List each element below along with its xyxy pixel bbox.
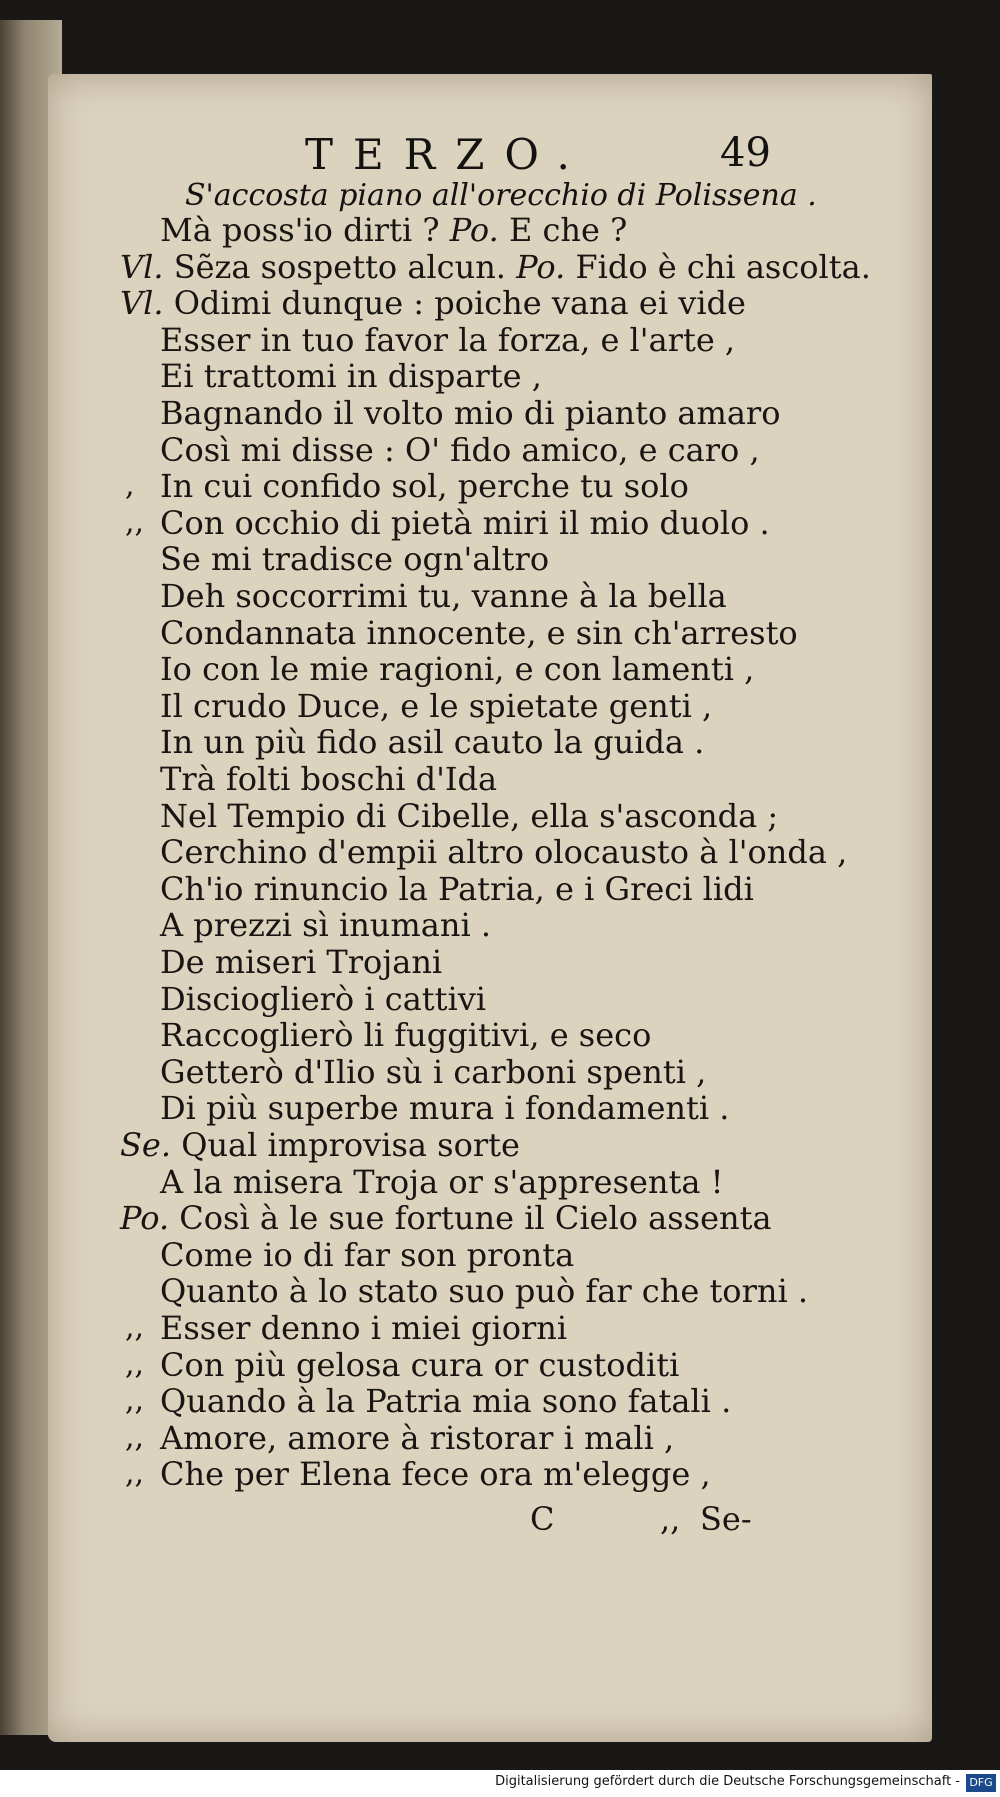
verse-text: Se mi tradisce ogn'altro bbox=[160, 540, 550, 579]
verse-text: Così mi disse : O' fido amico, e caro , bbox=[160, 430, 760, 469]
verse-text: Ei trattomi in disparte , bbox=[160, 357, 542, 396]
verse-text: Esser denno i miei giorni bbox=[160, 1309, 568, 1347]
verse-line bbox=[160, 212, 627, 248]
stage-direction: S'accosta piano all'orecchio di Polissena . bbox=[185, 178, 817, 213]
verse-text: Mà poss'io dirti ? bbox=[160, 211, 440, 249]
verse-line bbox=[160, 432, 760, 468]
verse-line bbox=[160, 981, 486, 1017]
verse-text: Raccoglierò li fuggitivi, e seco bbox=[160, 1016, 652, 1055]
verse-text: Qual improvisa sorte bbox=[181, 1126, 520, 1164]
quotation-mark: , bbox=[125, 468, 135, 504]
verse-text: Il crudo Duce, e le spietate genti , bbox=[160, 686, 713, 725]
verse-line bbox=[160, 505, 770, 541]
verse-text: E che ? bbox=[498, 211, 628, 249]
speaker-label: Se. bbox=[120, 1126, 182, 1164]
verse-line bbox=[160, 468, 689, 504]
verse-text: Deh soccorrimi tu, vanne à la bella bbox=[160, 577, 727, 615]
verse-text: In un più fido asil cauto la guida . bbox=[160, 723, 705, 762]
verse-line bbox=[160, 724, 704, 760]
verse-line bbox=[160, 761, 497, 797]
footer-text: Digitalisierung gefördert durch die Deutsche Forschungsgemeinschaft - bbox=[495, 1774, 960, 1789]
verse-line bbox=[160, 1054, 706, 1090]
verse-line bbox=[160, 944, 442, 980]
verse-text: Quando à la Patria mia sono fatali . bbox=[160, 1382, 732, 1421]
verse-text: Io con le mie ragioni, e con lamenti , bbox=[160, 650, 755, 689]
speaker-label: Po. bbox=[505, 247, 566, 286]
verse-line bbox=[160, 1310, 567, 1346]
quotation-mark: ,, bbox=[125, 1383, 145, 1419]
catchword: Se- bbox=[700, 1500, 752, 1538]
verse-line bbox=[160, 651, 754, 687]
verse-text: Nel Tempio di Cibelle, ella s'asconda ; bbox=[160, 796, 779, 835]
verse-text: In cui confido sol, perche tu solo bbox=[160, 467, 689, 506]
verse-text: Come io di far son pronta bbox=[160, 1235, 575, 1274]
verse-text: De miseri Trojani bbox=[160, 943, 443, 981]
verse-text: Con più gelosa cura or custoditi bbox=[160, 1345, 680, 1384]
verse-line bbox=[160, 1090, 729, 1126]
quotation-mark: ,, bbox=[125, 1419, 145, 1455]
dfg-logo-icon: DFG bbox=[966, 1774, 996, 1792]
quotation-mark: ,, bbox=[125, 1456, 145, 1492]
verse-line bbox=[160, 1420, 674, 1456]
verse-line bbox=[160, 871, 754, 907]
verse-text: Fido è chi ascolta. bbox=[565, 247, 871, 286]
verse-line bbox=[160, 1456, 711, 1492]
quotation-mark: ,, bbox=[125, 504, 145, 540]
verse-text: Cerchino d'empii altro olocausto à l'onda , bbox=[160, 833, 848, 872]
verse-line bbox=[160, 907, 491, 943]
verse-text: Che per Elena fece ora m'elegge , bbox=[160, 1455, 711, 1494]
verse-text: Ch'io rinuncio la Patria, e i Greci lidi bbox=[160, 869, 754, 908]
verse-text: Getterò d'Ilio sù i carboni spenti , bbox=[160, 1052, 707, 1091]
verse-line bbox=[160, 1273, 808, 1309]
verse-text: Così à le sue fortune il Cielo assenta bbox=[179, 1199, 772, 1238]
speaker-label: Po. bbox=[439, 211, 499, 249]
verse-text: Di più superbe mura i fondamenti . bbox=[160, 1089, 730, 1128]
running-title: TERZO. bbox=[305, 130, 590, 179]
verse-line bbox=[160, 615, 798, 651]
speaker-label: Vl. bbox=[120, 284, 174, 323]
verse-text: Condannata innocente, e sin ch'arresto bbox=[160, 613, 798, 652]
quotation-mark: ,, bbox=[125, 1346, 145, 1382]
verse-line bbox=[160, 578, 727, 614]
verse-text: Amore, amore à ristorar i mali , bbox=[160, 1418, 675, 1457]
signature-mark: C bbox=[530, 1500, 555, 1538]
verse-line bbox=[160, 798, 778, 834]
page-number: 49 bbox=[720, 130, 771, 176]
verse-line bbox=[160, 358, 542, 394]
speaker-label: Vl. bbox=[120, 247, 174, 286]
verse-line bbox=[160, 1017, 651, 1053]
verse-text: Esser in tuo favor la forza, e l'arte , bbox=[160, 320, 736, 359]
verse-text: Odimi dunque : poiche vana ei vide bbox=[173, 284, 746, 323]
verse-line bbox=[160, 1383, 731, 1419]
verse-line bbox=[160, 1237, 574, 1273]
speaker-label: Po. bbox=[120, 1199, 180, 1238]
verse-text: Quanto à lo stato suo può far che torni . bbox=[160, 1272, 809, 1311]
verse-line bbox=[160, 1164, 724, 1200]
verse-text: A prezzi sì inumani . bbox=[160, 906, 492, 945]
verse-line bbox=[160, 1347, 679, 1383]
verse-line bbox=[160, 834, 847, 870]
verse-text: Trà folti boschi d'Ida bbox=[160, 760, 498, 798]
verse-text: Con occhio di pietà miri il mio duolo . bbox=[160, 503, 770, 542]
verse-line bbox=[160, 322, 735, 358]
verse-line bbox=[120, 1200, 772, 1236]
verse-line bbox=[120, 285, 746, 321]
quotation-mark: ,, bbox=[125, 1310, 145, 1345]
verse-line bbox=[160, 395, 780, 431]
verse-line bbox=[160, 541, 549, 577]
catchword-mark: ,, bbox=[660, 1500, 681, 1538]
verse-text: Sẽza sospetto alcun. bbox=[173, 247, 506, 286]
verse-line bbox=[120, 249, 871, 285]
digitization-footer bbox=[0, 1770, 1000, 1797]
verse-text: A la misera Troja or s'appresenta ! bbox=[160, 1162, 724, 1201]
verse-text: Bagnando il volto mio di pianto amaro bbox=[160, 394, 781, 432]
verse-line bbox=[160, 688, 712, 724]
verse-text: Discioglierò i cattivi bbox=[160, 979, 487, 1018]
verse-line bbox=[120, 1127, 520, 1163]
